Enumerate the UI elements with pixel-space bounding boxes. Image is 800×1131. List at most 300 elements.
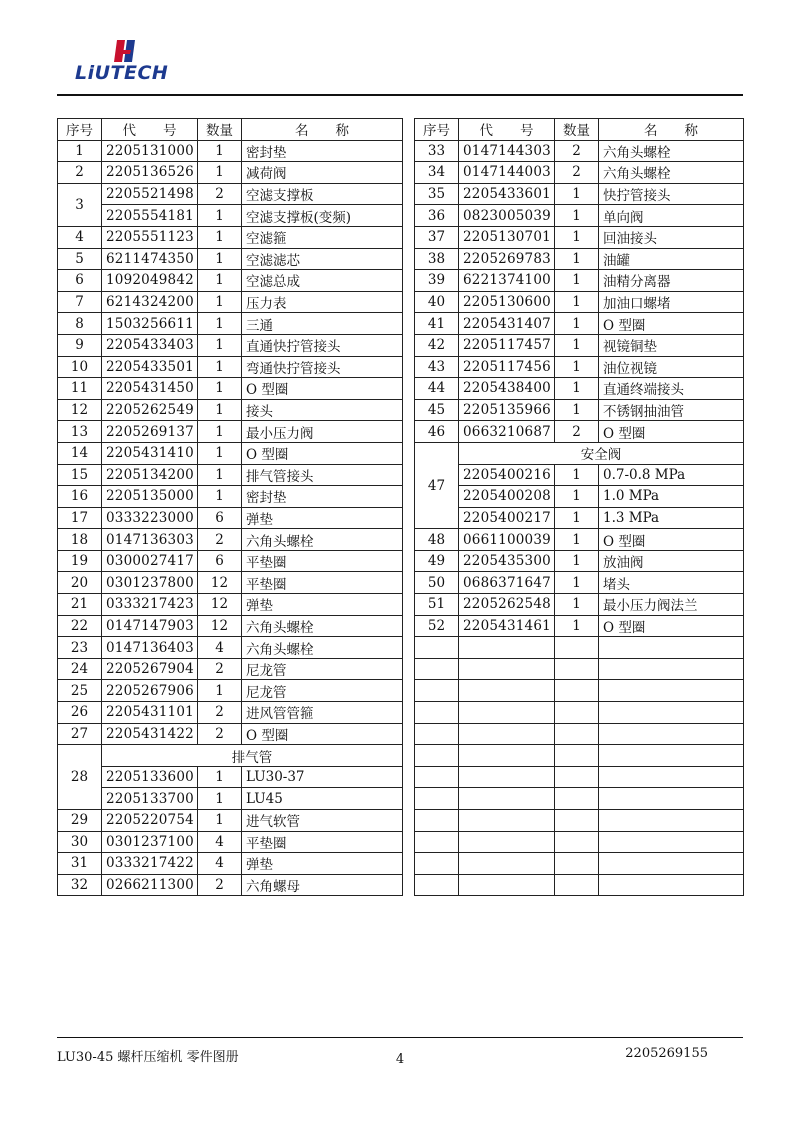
table-row [58,183,403,205]
cell-name: 油精分离器 [599,270,744,292]
cell-qty: 2 [198,658,242,680]
cell-name: 密封垫 [242,486,403,508]
cell-seq: 20 [58,572,102,594]
cell-name: LU30-37 [242,766,403,788]
cell-name: 弹垫 [242,853,403,875]
cell-code: 2205431461 [459,615,555,637]
empty-cell [599,702,744,724]
cell-qty: 1 [555,183,599,205]
cell-name: 排气管接头 [242,464,403,486]
cell-name: 油位视镜 [599,356,744,378]
cell-code: 0333217422 [102,853,198,875]
empty-row [415,680,744,702]
cell-code: 2205262549 [102,399,198,421]
cell-qty: 1 [198,442,242,464]
empty-row [415,788,744,810]
cell-code: 0300027417 [102,550,198,572]
cell-name: 回油接头 [599,226,744,248]
cell-seq: 36 [415,205,459,227]
empty-cell [415,831,459,853]
table-row [415,183,744,205]
table-row [58,313,403,335]
cell-code: 2205267906 [102,680,198,702]
cell-name: 单向阀 [599,205,744,227]
group-title: 排气管 [102,745,403,767]
empty-row [415,810,744,832]
cell-code: 6221374100 [459,270,555,292]
cell-seq: 9 [58,334,102,356]
empty-cell [555,680,599,702]
cell-name: O 型圈 [599,313,744,335]
cell-seq: 11 [58,378,102,400]
cell-name: 平垫圈 [242,550,403,572]
cell-code: 2205133600 [102,766,198,788]
empty-cell [459,831,555,853]
empty-cell [459,788,555,810]
cell-name: 最小压力阀法兰 [599,594,744,616]
cell-qty: 1 [198,140,242,162]
cell-seq: 41 [415,313,459,335]
empty-cell [459,766,555,788]
cell-name: 尼龙管 [242,680,403,702]
cell-seq: 33 [415,140,459,162]
table-row [58,270,403,292]
cell-code: 2205262548 [459,594,555,616]
table-row [58,486,403,508]
table-row [415,378,744,400]
cell-qty: 1 [555,291,599,313]
cell-name: O 型圈 [599,421,744,443]
cell-seq: 16 [58,486,102,508]
empty-cell [599,723,744,745]
cell-qty: 1 [555,205,599,227]
table-row [58,464,403,486]
cell-seq: 31 [58,853,102,875]
header-name: 名 称 [242,119,403,141]
cell-seq: 40 [415,291,459,313]
cell-qty: 1 [198,810,242,832]
group-title-row [58,745,403,767]
cell-code: 2205431422 [102,723,198,745]
table-row [58,853,403,875]
table-row [415,226,744,248]
empty-cell [415,853,459,875]
cell-code: 1503256611 [102,313,198,335]
cell-qty: 1 [555,615,599,637]
empty-cell [555,766,599,788]
table-row [58,205,403,227]
cell-qty: 1 [555,356,599,378]
table-row [415,334,744,356]
cell-name: 空滤滤芯 [242,248,403,270]
cell-name: 弹垫 [242,507,403,529]
cell-name: 1.0 MPa [599,486,744,508]
empty-row [415,766,744,788]
cell-code: 2205551123 [102,226,198,248]
empty-row [415,745,744,767]
cell-name: 放油阀 [599,550,744,572]
cell-code: 2205130600 [459,291,555,313]
cell-name: 密封垫 [242,140,403,162]
table-row [58,766,403,788]
cell-name: 弹垫 [242,594,403,616]
cell-qty: 2 [198,874,242,896]
parts-table-right-body [415,140,744,896]
cell-qty: 1 [198,356,242,378]
logo-mark-icon [113,38,139,64]
cell-name: 进风管管箍 [242,702,403,724]
cell-qty: 1 [198,313,242,335]
cell-qty: 1 [555,399,599,421]
cell-code: 2205131000 [102,140,198,162]
empty-cell [555,745,599,767]
cell-seq: 13 [58,421,102,443]
table-row [415,270,744,292]
cell-seq: 15 [58,464,102,486]
cell-code: 2205269783 [459,248,555,270]
cell-code: 0147136303 [102,529,198,551]
table-row [58,572,403,594]
header-seq: 序号 [58,119,102,141]
parts-table-right [414,118,744,896]
cell-code: 2205433601 [459,183,555,205]
cell-qty: 1 [555,248,599,270]
page-number: 4 [395,1052,405,1067]
cell-qty: 2 [198,702,242,724]
cell-code: 2205400216 [459,464,555,486]
cell-qty: 1 [555,334,599,356]
cell-name: 六角头螺栓 [599,162,744,184]
cell-qty: 1 [198,270,242,292]
table-row [58,788,403,810]
cell-name: 六角头螺栓 [242,637,403,659]
cell-name: 油罐 [599,248,744,270]
cell-qty: 1 [198,486,242,508]
empty-cell [415,745,459,767]
cell-qty: 1 [198,766,242,788]
cell-qty: 1 [555,507,599,529]
cell-seq: 34 [415,162,459,184]
header-seq: 序号 [415,119,459,141]
cell-qty: 1 [198,421,242,443]
cell-name: 视镜铜垫 [599,334,744,356]
table-row [58,291,403,313]
header-code: 代 号 [459,119,555,141]
header-code: 代 号 [102,119,198,141]
empty-cell [555,788,599,810]
cell-name: 直通终端接头 [599,378,744,400]
table-row [58,507,403,529]
empty-cell [599,788,744,810]
cell-code: 2205554181 [102,205,198,227]
cell-qty: 1 [198,399,242,421]
cell-code: 0333217423 [102,594,198,616]
cell-code: 2205431410 [102,442,198,464]
cell-seq: 7 [58,291,102,313]
cell-seq: 47 [415,442,459,528]
cell-seq: 27 [58,723,102,745]
cell-seq: 25 [58,680,102,702]
cell-code: 0147144303 [459,140,555,162]
table-row [58,140,403,162]
cell-qty: 4 [198,853,242,875]
table-row [415,162,744,184]
cell-seq: 19 [58,550,102,572]
cell-name: O 型圈 [242,442,403,464]
cell-code: 0663210687 [459,421,555,443]
cell-qty: 2 [555,162,599,184]
cell-qty: 1 [198,291,242,313]
table-row [415,421,744,443]
cell-seq: 42 [415,334,459,356]
cell-name: 六角头螺栓 [599,140,744,162]
cell-code: 2205117457 [459,334,555,356]
empty-cell [555,831,599,853]
cell-seq: 22 [58,615,102,637]
cell-seq: 8 [58,313,102,335]
cell-name: 三通 [242,313,403,335]
cell-code: 2205117456 [459,356,555,378]
cell-seq: 37 [415,226,459,248]
cell-name: 平垫圈 [242,572,403,594]
table-row [415,594,744,616]
table-row [415,205,744,227]
empty-cell [555,723,599,745]
cell-name: 0.7-0.8 MPa [599,464,744,486]
empty-cell [555,874,599,896]
table-row [415,572,744,594]
cell-code: 2205400217 [459,507,555,529]
cell-seq: 18 [58,529,102,551]
cell-code: 2205438400 [459,378,555,400]
empty-cell [599,874,744,896]
table-row [415,486,744,508]
cell-name: O 型圈 [599,615,744,637]
cell-qty: 2 [198,723,242,745]
empty-cell [555,637,599,659]
table-header-row [58,119,403,141]
empty-cell [599,680,744,702]
cell-seq: 39 [415,270,459,292]
cell-name: 减荷阀 [242,162,403,184]
cell-qty: 12 [198,594,242,616]
cell-qty: 1 [555,572,599,594]
cell-code: 2205130701 [459,226,555,248]
empty-row [415,637,744,659]
cell-name: 空滤支撑板(变频) [242,205,403,227]
cell-qty: 2 [198,529,242,551]
header-qty: 数量 [198,119,242,141]
cell-name: 接头 [242,399,403,421]
footer-doc-number: 2205269155 [625,1046,708,1061]
empty-cell [459,637,555,659]
cell-seq: 4 [58,226,102,248]
cell-qty: 1 [555,594,599,616]
cell-seq: 46 [415,421,459,443]
cell-qty: 1 [555,464,599,486]
cell-qty: 1 [198,248,242,270]
parts-table-left [57,118,403,896]
footer-title: LU30-45 螺杆压缩机 零件图册 [57,1050,239,1065]
cell-code: 0661100039 [459,529,555,551]
cell-code: 2205400208 [459,486,555,508]
cell-seq: 45 [415,399,459,421]
empty-row [415,853,744,875]
cell-name: 最小压力阀 [242,421,403,443]
cell-name: 空滤支撑板 [242,183,403,205]
cell-seq: 51 [415,594,459,616]
cell-qty: 1 [198,226,242,248]
cell-name: 直通快拧管接头 [242,334,403,356]
table-row [58,421,403,443]
empty-cell [415,723,459,745]
cell-qty: 1 [198,205,242,227]
cell-name: O 型圈 [242,723,403,745]
parts-table-left-body [58,140,403,896]
footer-rule [57,1037,743,1038]
empty-cell [415,702,459,724]
cell-qty: 1 [555,486,599,508]
cell-qty: 12 [198,572,242,594]
empty-cell [599,745,744,767]
cell-name: 六角头螺栓 [242,529,403,551]
cell-seq: 49 [415,550,459,572]
table-row [415,464,744,486]
cell-code: 0147144003 [459,162,555,184]
table-row [58,680,403,702]
table-row [58,334,403,356]
cell-code: 2205269137 [102,421,198,443]
cell-name: 快拧管接头 [599,183,744,205]
table-row [58,831,403,853]
cell-code: 6211474350 [102,248,198,270]
empty-cell [599,637,744,659]
cell-qty: 4 [198,637,242,659]
table-row [58,658,403,680]
cell-seq: 24 [58,658,102,680]
cell-qty: 1 [198,334,242,356]
cell-seq: 23 [58,637,102,659]
empty-cell [459,874,555,896]
table-row [58,702,403,724]
cell-seq: 32 [58,874,102,896]
table-row [58,723,403,745]
cell-qty: 1 [555,550,599,572]
cell-qty: 1 [198,162,242,184]
empty-cell [415,810,459,832]
cell-seq: 3 [58,183,102,226]
empty-cell [459,702,555,724]
cell-qty: 1 [555,270,599,292]
empty-cell [555,702,599,724]
cell-qty: 1 [555,378,599,400]
cell-name: 尼龙管 [242,658,403,680]
empty-cell [599,853,744,875]
cell-name: 加油口螺堵 [599,291,744,313]
empty-cell [555,810,599,832]
cell-seq: 44 [415,378,459,400]
cell-code: 0301237100 [102,831,198,853]
cell-qty: 1 [198,788,242,810]
table-header-row [415,119,744,141]
group-title: 安全阀 [459,442,744,464]
cell-code: 2205433403 [102,334,198,356]
cell-name: 平垫圈 [242,831,403,853]
cell-code: 0686371647 [459,572,555,594]
cell-qty: 6 [198,507,242,529]
empty-cell [459,658,555,680]
cell-qty: 1 [198,680,242,702]
header-rule [57,94,743,96]
cell-name: 进气软管 [242,810,403,832]
cell-seq: 50 [415,572,459,594]
empty-cell [415,680,459,702]
empty-cell [599,831,744,853]
table-row [58,637,403,659]
cell-code: 0301237800 [102,572,198,594]
table-row [58,550,403,572]
cell-name: 六角螺母 [242,874,403,896]
cell-name: 堵头 [599,572,744,594]
cell-code: 2205134200 [102,464,198,486]
empty-row [415,702,744,724]
cell-seq: 43 [415,356,459,378]
empty-cell [415,658,459,680]
cell-qty: 2 [198,183,242,205]
empty-cell [415,766,459,788]
cell-seq: 6 [58,270,102,292]
table-row [58,874,403,896]
cell-seq: 48 [415,529,459,551]
cell-seq: 52 [415,615,459,637]
cell-code: 0266211300 [102,874,198,896]
cell-seq: 21 [58,594,102,616]
cell-code: 0147147903 [102,615,198,637]
cell-name: O 型圈 [599,529,744,551]
empty-cell [459,745,555,767]
cell-qty: 1 [555,313,599,335]
cell-code: 2205435300 [459,550,555,572]
empty-row [415,874,744,896]
cell-name: 六角头螺栓 [242,615,403,637]
cell-qty: 1 [198,378,242,400]
table-row [58,378,403,400]
table-row [58,248,403,270]
cell-code: 2205431450 [102,378,198,400]
table-row [415,507,744,529]
cell-seq: 2 [58,162,102,184]
table-row [415,291,744,313]
empty-cell [459,853,555,875]
empty-cell [415,788,459,810]
cell-code: 2205267904 [102,658,198,680]
table-row [58,226,403,248]
group-title-row [415,442,744,464]
cell-code: 2205135000 [102,486,198,508]
cell-code: 2205136526 [102,162,198,184]
table-row [415,399,744,421]
cell-name: 不锈钢抽油管 [599,399,744,421]
table-row [415,615,744,637]
empty-cell [555,853,599,875]
cell-seq: 1 [58,140,102,162]
cell-code: 0333223000 [102,507,198,529]
empty-row [415,658,744,680]
cell-qty: 6 [198,550,242,572]
cell-seq: 26 [58,702,102,724]
cell-code: 1092049842 [102,270,198,292]
cell-code: 2205220754 [102,810,198,832]
